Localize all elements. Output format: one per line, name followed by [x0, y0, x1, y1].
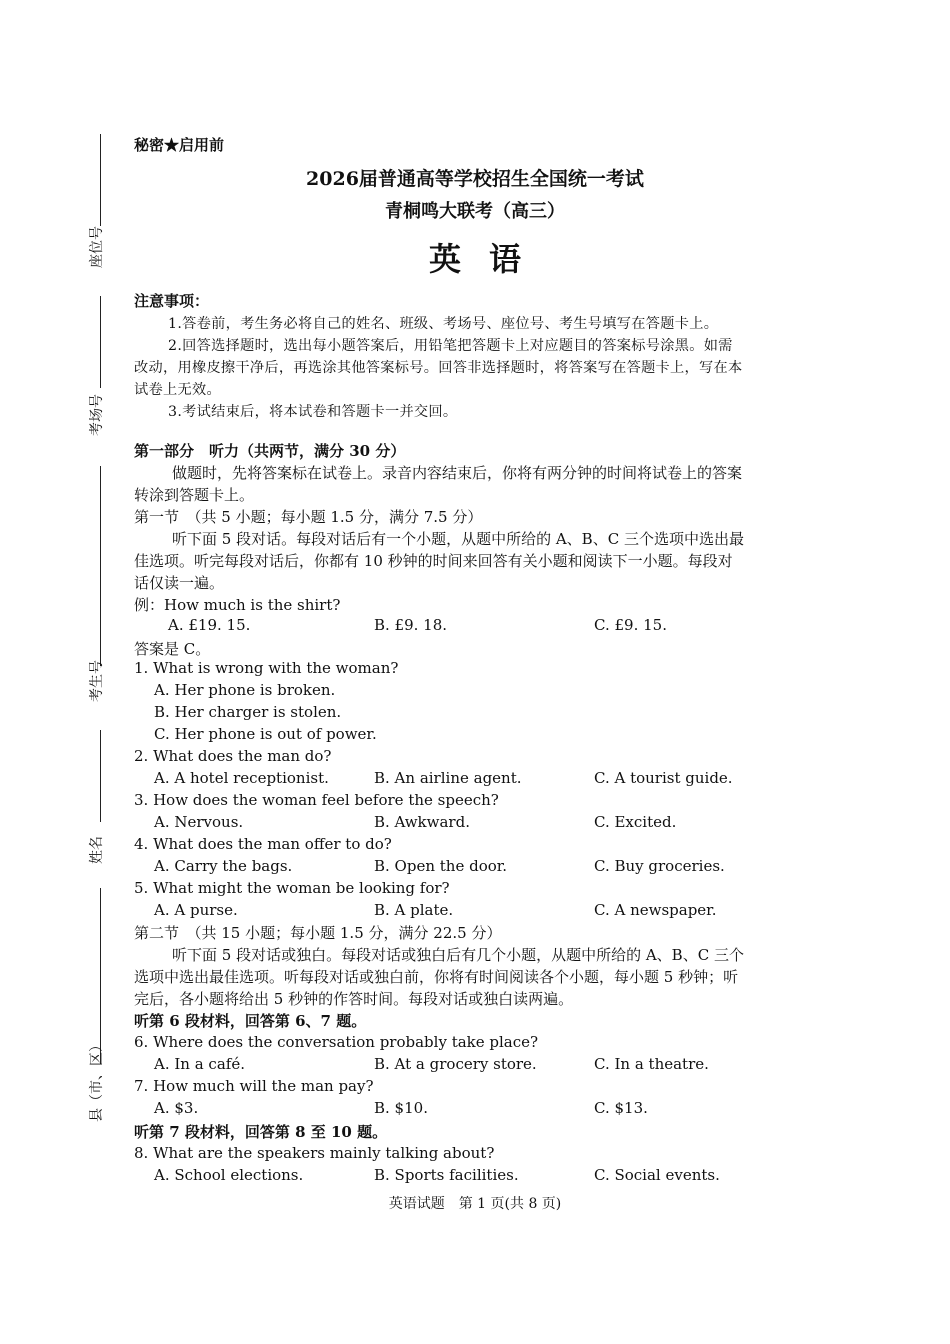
question-stem: 2. What does the man do? — [134, 747, 332, 765]
note-item: 试卷上无效。 — [134, 382, 221, 398]
option-b: B. Open the door. — [374, 857, 508, 875]
option-a: A. A hotel receptionist. — [154, 769, 329, 787]
option-a: A. Nervous. — [154, 813, 244, 831]
exam-room-label: 考场号 — [89, 394, 105, 436]
note-item: 改动，用橡皮擦干净后，再选涂其他答案标号。回答非选择题时，将答案写在答题卡上，写在本 — [134, 360, 743, 376]
example-option-a: A. £19. 15. — [168, 616, 251, 634]
material-heading: 听第 7 段材料，回答第 8 至 10 题。 — [134, 1123, 388, 1141]
option-c: C. Buy groceries. — [594, 857, 725, 875]
binding-line — [100, 466, 101, 666]
option-c: C. A newspaper. — [594, 901, 717, 919]
option-a: A. A purse. — [154, 901, 238, 919]
section2-heading: 第二节 （共 15 小题；每小题 1.5 分，满分 22.5 分） — [134, 924, 502, 942]
option-b: B. $10. — [374, 1099, 428, 1117]
county-label: 县（市、区） — [89, 1038, 105, 1122]
option-a: A. Carry the bags. — [154, 857, 293, 875]
section1-intro: 佳选项。听完每段对话后，你都有 10 秒钟的时间来回答有关小题和阅读下一小题。每段对 — [134, 552, 733, 570]
section2-intro: 选项中选出最佳选项。听每段对话或独白前，你将有时间阅读各个小题，每小题 5 秒钟；听 — [134, 968, 739, 986]
option-c: C. In a theatre. — [594, 1055, 709, 1073]
exam-subtitle: 青桐鸣大联考（高三） — [385, 201, 565, 222]
example-question: 例：How much is the shirt? — [134, 596, 341, 614]
option-a: A. $3. — [154, 1099, 199, 1117]
material-heading: 听第 6 段材料，回答第 6、7 题。 — [134, 1012, 367, 1030]
page-footer: 英语试题 第 1 页(共 8 页) — [388, 1196, 562, 1212]
section2-intro: 完后，各小题将给出 5 秒钟的作答时间。每段对话或独白读两遍。 — [134, 990, 574, 1008]
option-b: B. Awkward. — [374, 813, 470, 831]
question-stem: 1. What is wrong with the woman? — [134, 659, 399, 677]
example-option-b: B. £9. 18. — [374, 616, 448, 634]
section1-intro: 话仅读一遍。 — [134, 574, 225, 592]
option-a: A. In a café. — [154, 1055, 245, 1073]
example-option-c: C. £9. 15. — [594, 616, 667, 634]
option-b: B. Her charger is stolen. — [154, 703, 342, 721]
question-stem: 8. What are the speakers mainly talking about? — [134, 1144, 495, 1162]
option-a: A. School elections. — [154, 1166, 304, 1184]
option-b: B. At a grocery store. — [374, 1055, 537, 1073]
secret-mark: 秘密★启用前 — [134, 136, 225, 154]
question-stem: 7. How much will the man pay? — [134, 1077, 374, 1095]
exam-title: 2026届普通高等学校招生全国统一考试 — [306, 168, 644, 190]
option-c: C. Excited. — [594, 813, 677, 831]
question-stem: 3. How does the woman feel before the speech? — [134, 791, 499, 809]
option-c: C. Social events. — [594, 1166, 720, 1184]
binding-line — [100, 296, 101, 388]
section1-heading: 第一节 （共 5 小题；每小题 1.5 分，满分 7.5 分） — [134, 508, 483, 526]
part1-intro: 做题时，先将答案标在试卷上。录音内容结束后，你将有两分钟的时间将试卷上的答案 — [172, 464, 743, 482]
subject-title: 英语 — [428, 240, 549, 278]
note-item: 2.回答选择题时，选出每小题答案后，用铅笔把答题卡上对应题目的答案标号涂黑。如需 — [168, 338, 733, 354]
option-c: C. Her phone is out of power. — [154, 725, 377, 743]
question-stem: 6. Where does the conversation probably take place? — [134, 1033, 539, 1051]
question-stem: 5. What might the woman be looking for? — [134, 879, 450, 897]
section2-intro: 听下面 5 段对话或独白。每段对话或独白后有几个小题，从题中所给的 A、B、C 三个 — [172, 946, 744, 964]
option-b: B. Sports facilities. — [374, 1166, 519, 1184]
section1-intro: 听下面 5 段对话。每段对话后有一个小题，从题中所给的 A、B、C 三个选项中选出最 — [172, 530, 744, 548]
example-answer: 答案是 C。 — [134, 640, 211, 658]
seat-number-label: 座位号 — [89, 226, 105, 268]
candidate-number-label: 考生号 — [89, 660, 105, 702]
notes-heading: 注意事项： — [134, 292, 210, 310]
option-c: C. A tourist guide. — [594, 769, 733, 787]
note-item: 3.考试结束后，将本试卷和答题卡一并交回。 — [168, 404, 458, 420]
option-b: B. A plate. — [374, 901, 454, 919]
question-stem: 4. What does the man offer to do? — [134, 835, 392, 853]
part1-heading: 第一部分 听力（共两节，满分 30 分） — [134, 442, 406, 460]
binding-line — [100, 730, 101, 822]
option-c: C. $13. — [594, 1099, 648, 1117]
note-item: 1.答卷前，考生务必将自己的姓名、班级、考场号、座位号、考生号填写在答题卡上。 — [168, 316, 719, 332]
name-label: 姓名 — [89, 836, 105, 864]
option-b: B. An airline agent. — [374, 769, 522, 787]
part1-intro: 转涂到答题卡上。 — [134, 486, 255, 504]
option-a: A. Her phone is broken. — [154, 681, 336, 699]
